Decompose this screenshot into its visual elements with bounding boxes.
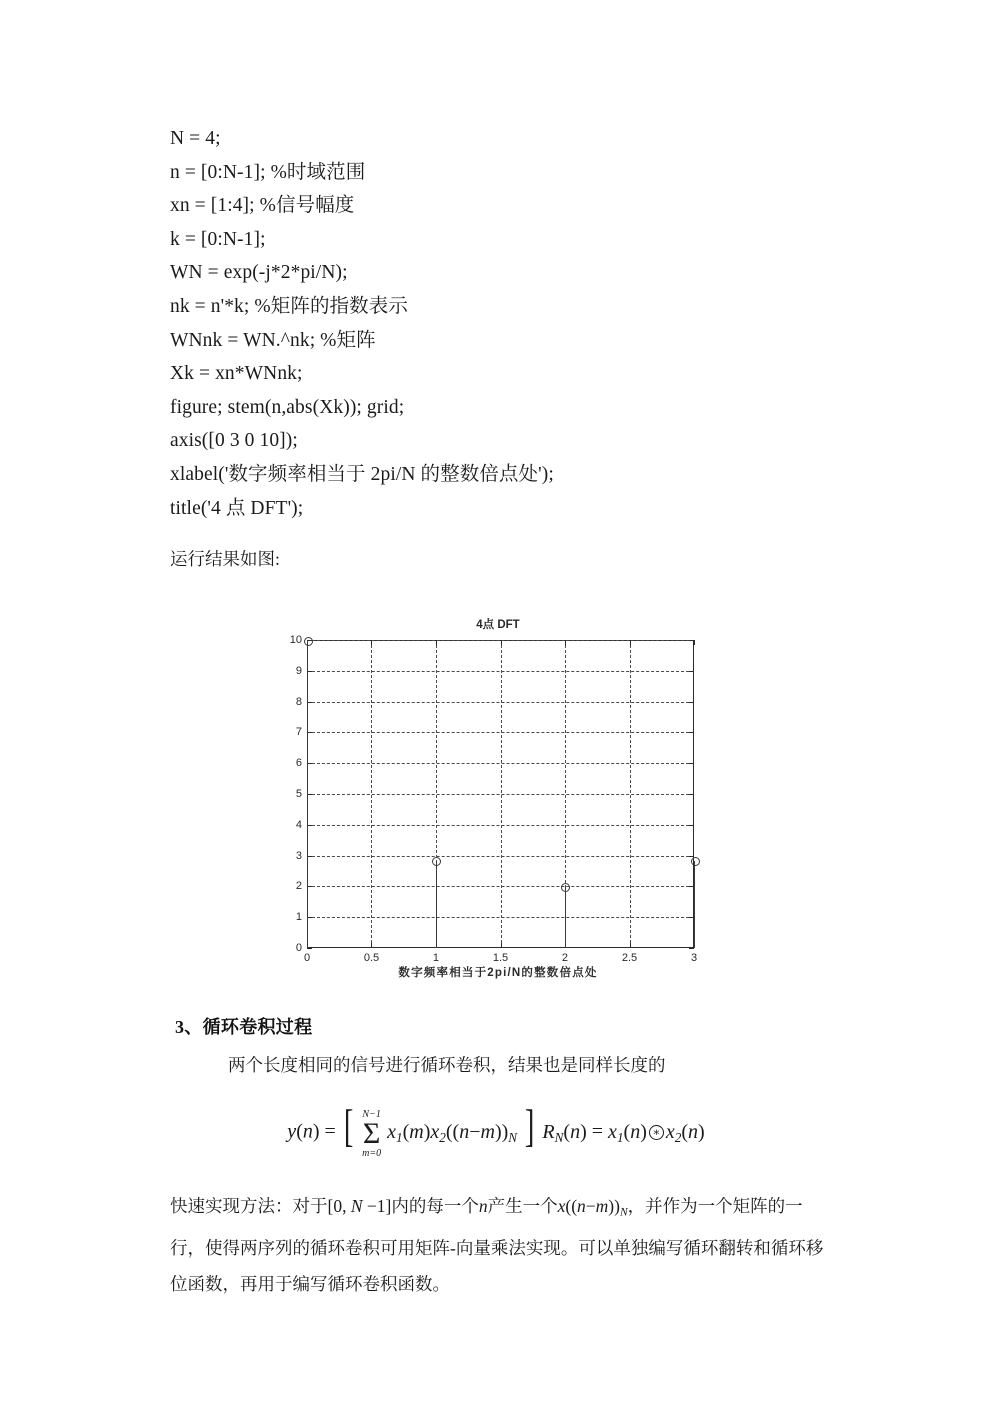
sum-upper-limit: N−1 [362,1109,381,1120]
x-tick-mark [371,640,372,645]
sum-lower-limit: m=0 [362,1148,382,1159]
summation-symbol [362,1109,381,1159]
formula-equals-1: = [324,1120,336,1143]
code-line: WNnk = WN.^nk; %矩阵 [170,329,376,351]
section-paragraph: 两个长度相同的信号进行循环卷积，结果也是同样长度的 [228,1055,666,1075]
gridline-horizontal [307,732,694,733]
gridline-horizontal [307,886,694,887]
y-tick-label: 1 [295,911,302,924]
code-line: Xk = xn*WNnk; [170,363,303,385]
gridline-horizontal [307,917,694,918]
gridline-vertical [630,640,631,948]
x-tick-label: 2 [561,952,569,964]
code-line: xn = [1:4]; %信号幅度 [170,195,355,217]
formula-sum-body: $x_1(m)x_2((n-m))_N$ [387,1120,518,1145]
code-line: N = 4; [170,128,221,149]
code-line: n = [0:N-1]; %时域范围 [170,161,366,183]
x-tick-label: 3 [690,952,698,964]
section-heading: 3、循环卷积过程 [175,1017,313,1037]
gridline-horizontal [307,825,694,826]
stem-line [565,886,566,948]
x-tick-mark [501,943,502,948]
gridline-horizontal [307,763,694,764]
gridline-horizontal [307,856,694,857]
y-tick-mark [689,732,694,733]
y-tick-label: 0 [295,942,302,954]
x-tick-mark [501,640,502,645]
gridline-vertical [501,640,502,948]
dft-stem-figure [284,612,712,984]
y-tick-mark [307,948,312,949]
y-tick-mark [689,794,694,795]
formula-rhs: $x_1(n)$ ∗ $x_2(n)$ [608,1120,705,1145]
code-line: xlabel('数字频率相当于 2pi/N 的整数倍点处'); [170,463,554,485]
x-tick-label: 2.5 [621,952,638,964]
formula-equals-2: = [591,1120,604,1143]
chart-xlabel: 数字频率相当于2pi/N的整数倍点处 [398,967,598,979]
circular-convolution-formula: y(n) = [ N−1 Σ m=0 $x_1(m)x_2((n-m))_N$ ] $R_N(n) = x_1(n)$ ∗ $x_2(n)$ [287,1099,705,1159]
y-tick-label: 10 [289,634,302,646]
x-tick-label: 0 [303,952,311,964]
x-tick-mark [630,943,631,948]
stem-marker [432,857,441,866]
x-tick-label: 1.5 [492,952,509,964]
gridline-horizontal [307,702,694,703]
stem-marker [304,637,313,646]
y-tick-mark [689,825,694,826]
y-tick-mark [689,671,694,672]
y-tick-label: 9 [295,664,302,677]
matlab-code-listing [170,122,810,525]
chart-title: 4点 DFT [476,619,520,631]
stem-line [307,640,308,948]
x-tick-label: 0.5 [363,952,380,964]
y-tick-mark [689,948,694,949]
gridline-horizontal [307,794,694,795]
x-tick-mark [565,640,566,645]
y-tick-label: 8 [295,695,302,708]
circled-asterisk-icon: ∗ [649,1125,664,1140]
y-tick-label: 3 [295,849,302,862]
y-tick-label: 5 [295,788,302,800]
closing-line-1: 快速实现方法：对于[0, N −1]内的每一个n产生一个$x((n-m))_N$，并作为一个矩阵的一 [170,1196,803,1219]
formula-rn: $R_N(n)$ [542,1120,587,1145]
closing-paragraph [170,1188,830,1302]
code-line: k = [0:N-1]; [170,228,266,250]
x-tick-label: 1 [432,952,440,964]
code-line: axis([0 3 0 10]); [170,430,298,452]
x-tick-mark [371,943,372,948]
closing-line-2: 行，使得两序列的循环卷积可用矩阵-向量乘法实现。可以单独编写循环翻转和循环移 [170,1238,824,1259]
stem-marker [691,857,700,866]
gridline-horizontal [307,671,694,672]
run-result-label: 运行结果如图: [170,549,280,569]
stem-line [436,861,437,948]
y-tick-mark [689,763,694,764]
plot-area [289,634,698,964]
code-line: nk = n'*k; %矩阵的指数表示 [170,295,408,317]
y-tick-label: 2 [295,880,302,893]
stem-marker [561,883,570,892]
sigma-glyph: Σ [362,1117,381,1150]
code-line: title('4 点 DFT'); [170,497,304,519]
y-tick-mark [689,702,694,703]
x-tick-mark [436,640,437,645]
x-tick-mark [694,640,695,645]
closing-line-3: 位函数，再用于编写循环卷积函数。 [170,1274,450,1295]
formula-lhs: y [287,1120,297,1143]
y-tick-label: 6 [295,757,302,770]
y-tick-label: 4 [295,818,302,831]
code-line: WN = exp(-j*2*pi/N); [170,262,348,284]
x-tick-mark [630,640,631,645]
code-line: figure; stem(n,abs(Xk)); grid; [170,396,405,418]
y-tick-label: 7 [295,726,302,739]
stem-line [694,861,695,948]
gridline-vertical [371,640,372,948]
